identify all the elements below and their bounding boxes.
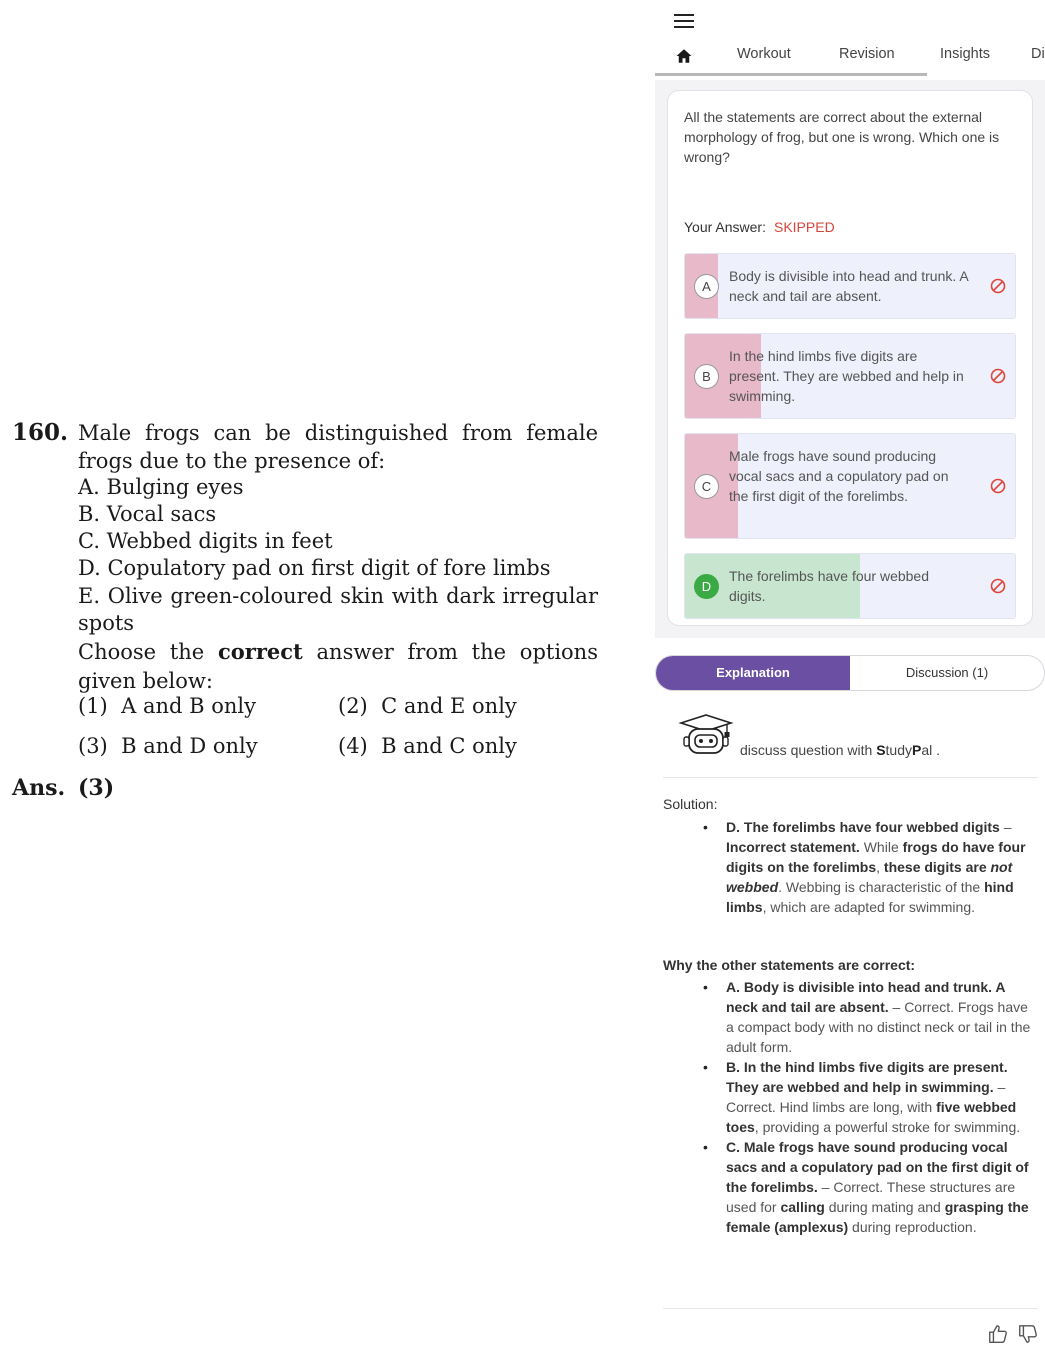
question-option-d: D. Copulatory pad on first digit of fore limbs [78,556,551,580]
wrong-icon [990,478,1006,494]
option-c[interactable] [684,433,1016,539]
answer-label: Ans. [12,775,66,801]
question-number: 160. [12,419,69,446]
option-c-letter: C [694,474,719,499]
question-card [667,90,1033,626]
question-option-c: C. Webbed digits in feet [78,529,333,553]
wrong-icon [990,578,1006,594]
thumbs-up-icon[interactable] [987,1323,1009,1345]
question-option-a: A. Bulging eyes [78,475,244,499]
answer-choice-2: (2) C and E only [338,694,517,718]
option-b-text: In the hind limbs five digits are present. They are webbed and help in swimming. [729,348,964,404]
answer-value: (3) [78,775,115,801]
home-icon[interactable] [675,47,693,65]
why-label: Why the other statements are correct: [663,957,916,973]
solution-item: • D. The forelimbs have four webbed digits – Incorrect statement. While frogs do have four digits on the forelimbs, these digits are not webbed. Webbing is characteristic of the hind limbs, which are adapted for swimming. [703,817,1033,917]
answer-choice-1: (1) A and B only [78,694,256,718]
question-option-e: E. Olive green-coloured skin with dark irregular spots [78,584,598,635]
option-c-text: Male frogs have sound producing vocal sacs and a copulatory pad on the first digit of the forelimbs. [729,448,949,504]
tab-indicator [655,73,927,76]
question-instruction: Choose the correct answer from the options given below: [78,639,598,693]
tab-discuss[interactable]: Di [1031,46,1045,62]
studypal-robot-icon[interactable] [677,713,735,757]
why-item-c: • C. Male frogs have sound producing vocal sacs and a copulatory pad on the first digit of the forelimbs. – Correct. These structures are used for calling during mating and grasping the female (amplexus) during reproduction. [703,1137,1033,1237]
why-item-a: • A. Body is divisible into head and trunk. A neck and tail are absent. – Correct. Frogs have a compact body with no distinct neck or tail in the adult form. [703,977,1033,1057]
thumbs-down-icon[interactable] [1017,1323,1039,1345]
option-b-letter: B [694,364,719,389]
skipped-status: SKIPPED [773,219,835,235]
option-d-text: The forelimbs have four webbed digits. [729,568,929,604]
option-d[interactable] [684,553,1016,619]
solution-label: Solution: [663,796,718,812]
solution-list [703,817,1033,917]
menu-icon[interactable] [674,14,694,28]
nav-tabs [655,38,1045,76]
wrong-icon [990,368,1006,384]
why-list [703,977,1033,1237]
app-panel [655,0,1045,1360]
wrong-icon [990,278,1006,294]
option-a-text: Body is divisible into head and trunk. A neck and tail are absent. [729,268,968,304]
option-b[interactable] [684,333,1016,419]
tab-insights[interactable]: Insights [940,46,990,62]
explanation-discussion-toggle [655,655,1045,691]
explanation-tab[interactable]: Explanation [656,656,850,690]
divider [663,777,1038,778]
your-answer: Your Answer: SKIPPED [684,219,835,235]
tab-revision[interactable]: Revision [839,46,895,62]
why-item-b: • B. In the hind limbs five digits are present. They are webbed and help in swimming. – Correct. Hind limbs are long, with five webbed toes, providing a powerful stroke for swimming. [703,1057,1033,1137]
tab-workout[interactable]: Workout [737,46,791,62]
option-a-letter: A [694,274,719,299]
option-d-letter: D [694,574,719,599]
question-stem: Male frogs can be distinguished from female frogs due to the presence of: [78,421,598,473]
divider [663,1308,1038,1309]
discussion-tab[interactable]: Discussion (1) [905,665,989,680]
studypal-prompt[interactable]: discuss question with StudyPal . [740,742,941,758]
question-text: All the statements are correct about the external morphology of frog, but one is wrong. Which one is wrong? [684,109,1000,165]
option-a[interactable] [684,253,1016,319]
answer-choice-3: (3) B and D only [78,734,258,758]
answer-choice-4: (4) B and C only [338,734,517,758]
question-option-b: B. Vocal sacs [78,502,217,526]
